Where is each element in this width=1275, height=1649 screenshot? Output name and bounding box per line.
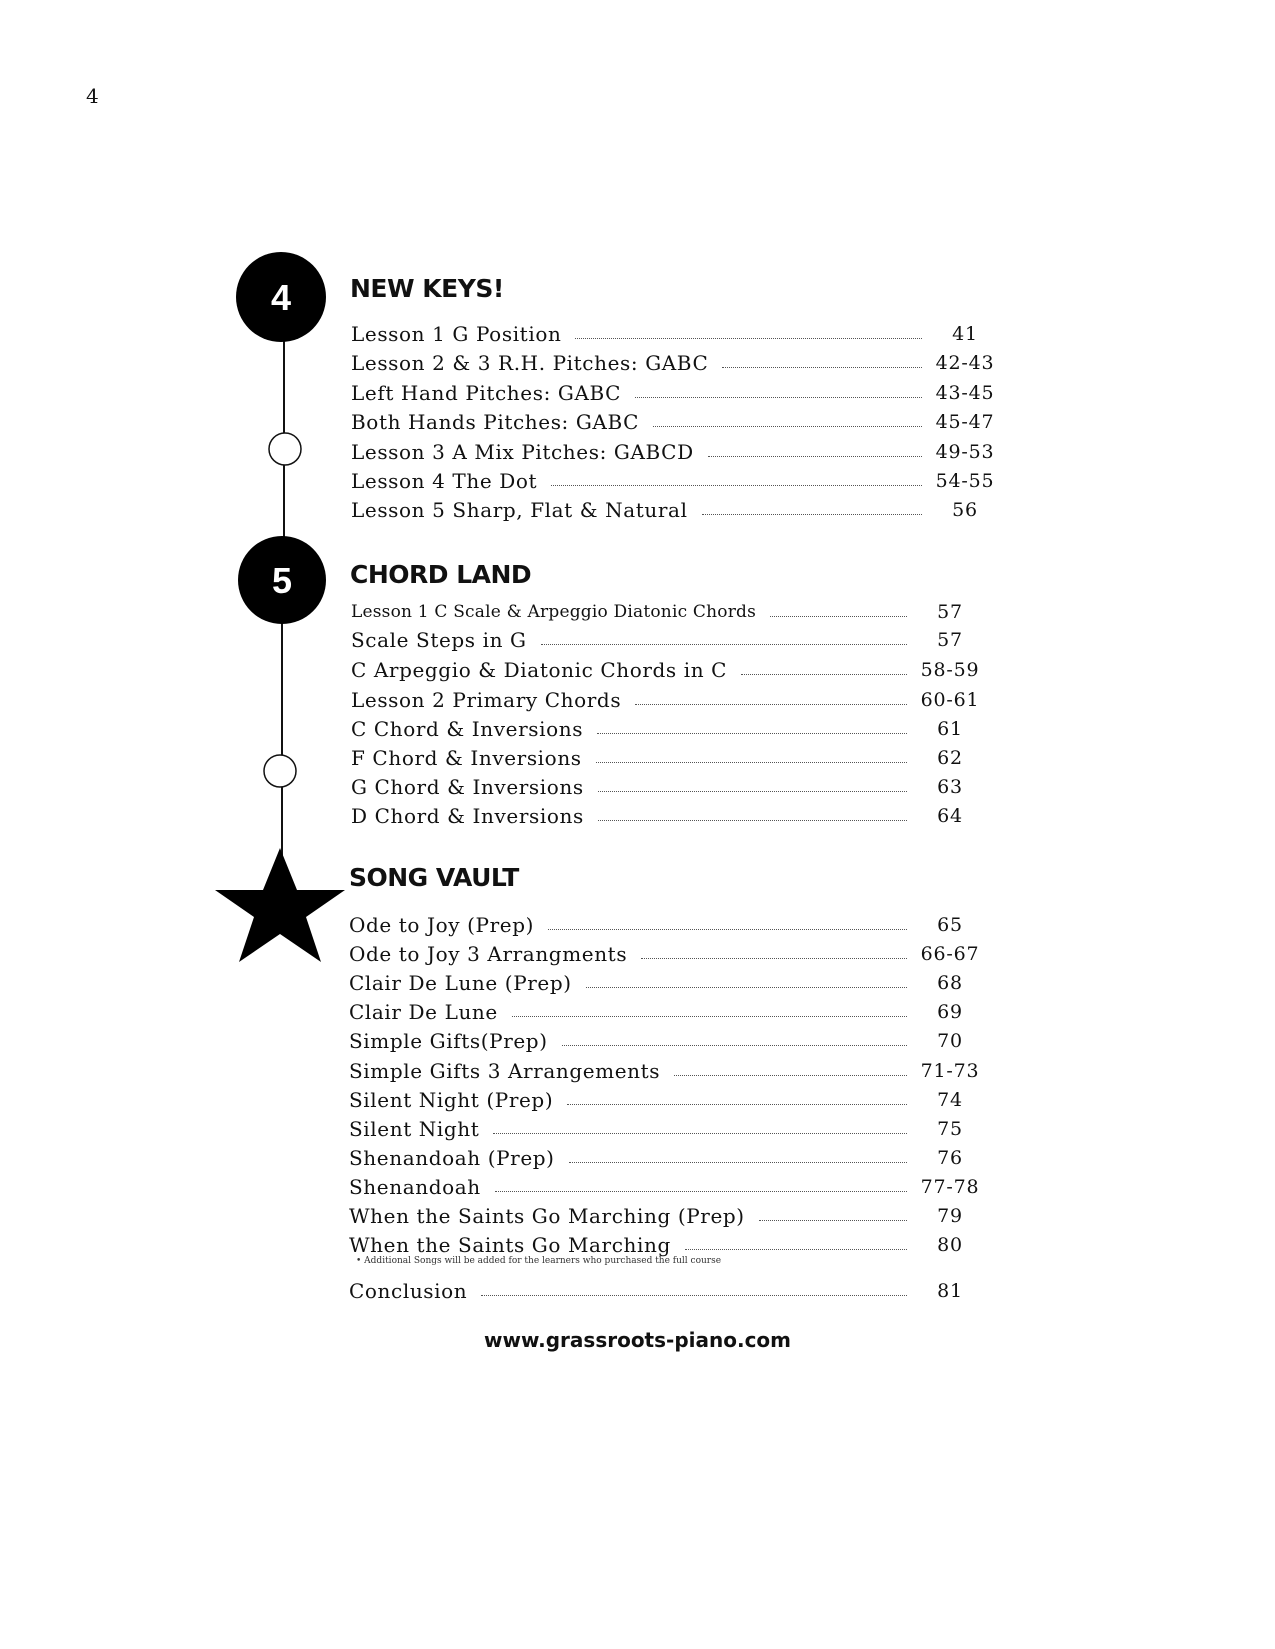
dot-leader — [541, 643, 907, 645]
toc-entry — [349, 994, 985, 1024]
page-number: 4 — [86, 84, 99, 108]
dot-leader — [586, 986, 907, 988]
toc-entry-label: Lesson 2 & 3 R.H. Pitches: GABC — [351, 351, 709, 375]
footnote: • Additional Songs will be added for the learners who purchased the full course — [356, 1256, 722, 1266]
toc-entry — [351, 345, 1000, 375]
toc-entry — [351, 463, 1000, 493]
toc-entry-page: 43-45 — [935, 382, 995, 404]
star-icon — [215, 848, 345, 962]
dot-leader — [722, 366, 922, 368]
toc-entry — [349, 1198, 985, 1228]
dot-leader — [567, 1103, 907, 1105]
toc-entry — [351, 798, 985, 828]
dot-leader — [641, 957, 907, 959]
dot-leader — [493, 1132, 907, 1134]
toc-entry-page: 76 — [937, 1147, 963, 1169]
dot-leader — [770, 615, 907, 617]
toc-entry-label: Clair De Lune (Prep) — [349, 971, 572, 995]
toc-entry-page: 54-55 — [935, 470, 995, 492]
toc-entry — [351, 622, 985, 652]
dot-leader — [481, 1294, 907, 1296]
toc-entry-label: C Chord & Inversions — [351, 717, 584, 741]
toc-entry — [349, 1227, 985, 1257]
toc-entry-page: 65 — [937, 914, 963, 936]
toc-entry — [351, 652, 985, 682]
toc-entry — [349, 1273, 985, 1303]
toc-entry-page: 41 — [952, 323, 978, 345]
toc-entry-page: 74 — [937, 1089, 963, 1111]
toc-entry-page: 80 — [937, 1234, 963, 1256]
toc-entry — [349, 1111, 985, 1141]
toc-entry-page: 70 — [937, 1030, 963, 1052]
toc-entry-label: D Chord & Inversions — [351, 804, 584, 828]
toc-entry — [351, 492, 1000, 522]
dot-leader — [759, 1219, 907, 1221]
section-title: NEW KEYS! — [350, 274, 504, 303]
toc-entry-page: 68 — [937, 972, 963, 994]
toc-entry — [351, 594, 985, 624]
toc-entry-label: Lesson 3 A Mix Pitches: GABCD — [351, 440, 694, 464]
website-url: www.grassroots-piano.com — [483, 1328, 792, 1352]
toc-entry-label: Left Hand Pitches: GABC — [351, 381, 622, 405]
toc-entry-page: 64 — [937, 805, 963, 827]
section-title: SONG VAULT — [349, 863, 519, 892]
toc-entry-label: Silent Night — [349, 1117, 480, 1141]
dot-leader — [562, 1044, 907, 1046]
dot-leader — [674, 1074, 907, 1076]
toc-entry — [349, 1169, 985, 1199]
toc-entry — [349, 907, 985, 937]
toc-entry — [351, 711, 985, 741]
toc-entry — [351, 682, 985, 712]
toc-entry-label: Scale Steps in G — [351, 628, 527, 652]
dot-leader — [741, 673, 907, 675]
toc-entry-page: 69 — [937, 1001, 963, 1023]
toc-entry-page: 75 — [937, 1118, 963, 1140]
toc-entry-page: 60-61 — [920, 689, 980, 711]
toc-entry-label: Lesson 5 Sharp, Flat & Natural — [351, 498, 688, 522]
toc-entry — [351, 316, 1000, 346]
dot-leader — [598, 819, 907, 821]
toc-entry-page: 79 — [937, 1205, 963, 1227]
dot-leader — [653, 425, 922, 427]
toc-entry-label: Lesson 1 C Scale & Arpeggio Diatonic Chords — [351, 602, 757, 622]
dot-leader — [575, 337, 922, 339]
dot-leader — [548, 928, 907, 930]
toc-entry-page: 56 — [952, 499, 978, 521]
toc-entry-label: Simple Gifts 3 Arrangements — [349, 1059, 661, 1083]
toc-entry-page: 62 — [937, 747, 963, 769]
section-marker-number: 5 — [271, 560, 293, 601]
toc-entry-label: Lesson 4 The Dot — [351, 469, 538, 493]
toc-entry-page: 61 — [937, 718, 963, 740]
toc-entry-page: 57 — [937, 629, 963, 651]
dot-leader — [702, 513, 922, 515]
dot-leader — [512, 1015, 907, 1017]
section-title: CHORD LAND — [350, 560, 532, 589]
dot-leader — [569, 1161, 907, 1163]
toc-entry-label: Shenandoah (Prep) — [349, 1146, 555, 1170]
toc-entry — [351, 434, 1000, 464]
toc-entry-page: 42-43 — [935, 352, 995, 374]
toc-entry-label: G Chord & Inversions — [351, 775, 584, 799]
toc-entry-label: Lesson 2 Primary Chords — [351, 688, 622, 712]
toc-entry-label: When the Saints Go Marching — [349, 1233, 671, 1257]
toc-entry-page: 45-47 — [935, 411, 995, 433]
toc-entry — [351, 404, 1000, 434]
toc-entry — [349, 965, 985, 995]
dot-leader — [596, 761, 907, 763]
toc-entry-label: F Chord & Inversions — [351, 746, 582, 770]
toc-entry — [351, 375, 1000, 405]
toc-entry-page: 71-73 — [920, 1060, 980, 1082]
toc-entry-label: Both Hands Pitches: GABC — [351, 410, 640, 434]
toc-entry-label: Shenandoah — [349, 1175, 481, 1199]
section-marker-number: 4 — [270, 277, 292, 318]
toc-entry-page: 77-78 — [920, 1176, 980, 1198]
toc-entry-page: 58-59 — [920, 659, 980, 681]
timeline-ring — [269, 433, 301, 465]
toc-entry-label: Simple Gifts(Prep) — [349, 1029, 548, 1053]
toc-entry-page: 49-53 — [935, 441, 995, 463]
toc-entry — [349, 1053, 985, 1083]
toc-entry-page: 57 — [937, 601, 963, 623]
toc-entry-page: 81 — [937, 1280, 963, 1302]
dot-leader — [495, 1190, 907, 1192]
toc-entry-label: C Arpeggio & Diatonic Chords in C — [351, 658, 728, 682]
toc-entry-label: Conclusion — [349, 1279, 468, 1303]
dot-leader — [635, 396, 922, 398]
toc-entry-page: 66-67 — [920, 943, 980, 965]
toc-entry — [349, 1140, 985, 1170]
toc-entry — [349, 936, 985, 966]
toc-entry-page: 63 — [937, 776, 963, 798]
dot-leader — [708, 455, 922, 457]
dot-leader — [551, 484, 922, 486]
toc-entry — [351, 740, 985, 770]
toc-entry — [349, 1023, 985, 1053]
toc-entry-label: Ode to Joy 3 Arrangments — [349, 942, 628, 966]
toc-entry — [351, 769, 985, 799]
toc-entry-label: When the Saints Go Marching (Prep) — [349, 1204, 745, 1228]
toc-entry-label: Lesson 1 G Position — [351, 322, 562, 346]
timeline-ring — [264, 755, 296, 787]
toc-entry — [349, 1082, 985, 1112]
dot-leader — [598, 790, 907, 792]
toc-entry-label: Silent Night (Prep) — [349, 1088, 554, 1112]
dot-leader — [635, 703, 907, 705]
dot-leader — [597, 732, 907, 734]
dot-leader — [685, 1248, 907, 1250]
toc-entry-label: Ode to Joy (Prep) — [349, 913, 535, 937]
toc-entry-label: Clair De Lune — [349, 1000, 498, 1024]
